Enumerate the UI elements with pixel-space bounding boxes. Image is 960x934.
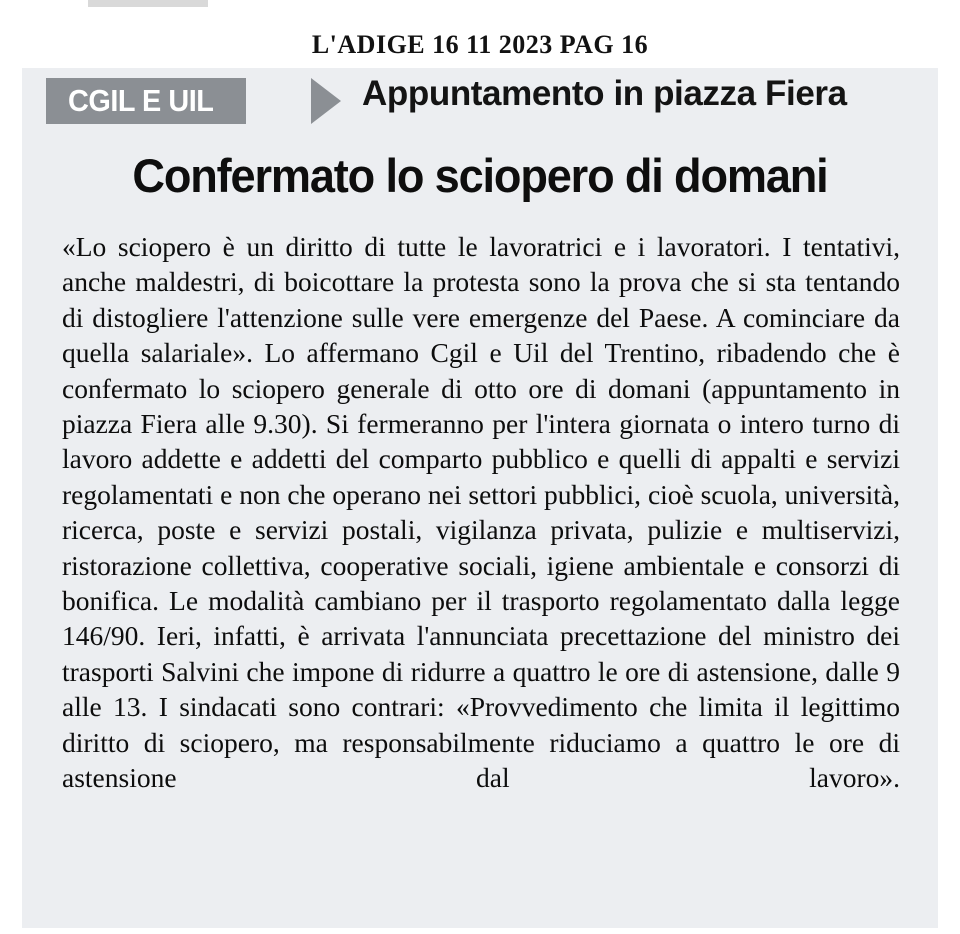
article-headline: Confermato lo sciopero di domani xyxy=(132,149,828,202)
source-reference: L'ADIGE 16 11 2023 PAG 16 xyxy=(311,30,649,59)
kicker-row xyxy=(22,74,938,128)
article-paragraph: «Lo sciopero è un diritto di tutte le lavoratrici e i lavoratori. I tentativi, anche maldestri, di boicottare la protesta sono la prova che si sta tentando di distogliere l'attenzione sulle vere emergenze del Paese. A cominciare da quella salariale». Lo affermano Cgil e Uil del Trentino, ribadendo che è confermato lo sciopero generale di otto ore di domani (appuntamento in piazza Fiera alle 9.30). Si fermeranno per l'intera giornata o intero turno di lavoro addette e addetti del comparto pubblico e quelli di appalti e servizi regolamentati e non che operano nei settori pubblici, cioè scuola, università, ricerca, poste e servizi postali, vigilanza privata, pulizie e multiservizi, ristorazione collettiva, cooperative sociali, igiene ambientale e consorzi di bonifica. Le modalità cambiano per il trasporto regolamentato dalla legge 146/90. Ieri, infatti, è arrivata l'annunciata precettazione del ministro dei trasporti Salvini che impone di ridurre a quattro le ore di astensione, dalle 9 alle 13. I sindacati sono contrari: «Provvedimento che limita il legittimo diritto di sciopero, ma responsabilmente riduciamo a quattro le ore di astensione dal lavoro». xyxy=(62,231,900,794)
kicker-arrow-icon xyxy=(311,78,341,124)
kicker-tag-label: CGIL E UIL xyxy=(68,83,214,118)
kicker-subtitle: Appuntamento in piazza Fiera xyxy=(362,74,847,113)
kicker-tag xyxy=(46,78,246,124)
article-body-container xyxy=(22,68,938,928)
